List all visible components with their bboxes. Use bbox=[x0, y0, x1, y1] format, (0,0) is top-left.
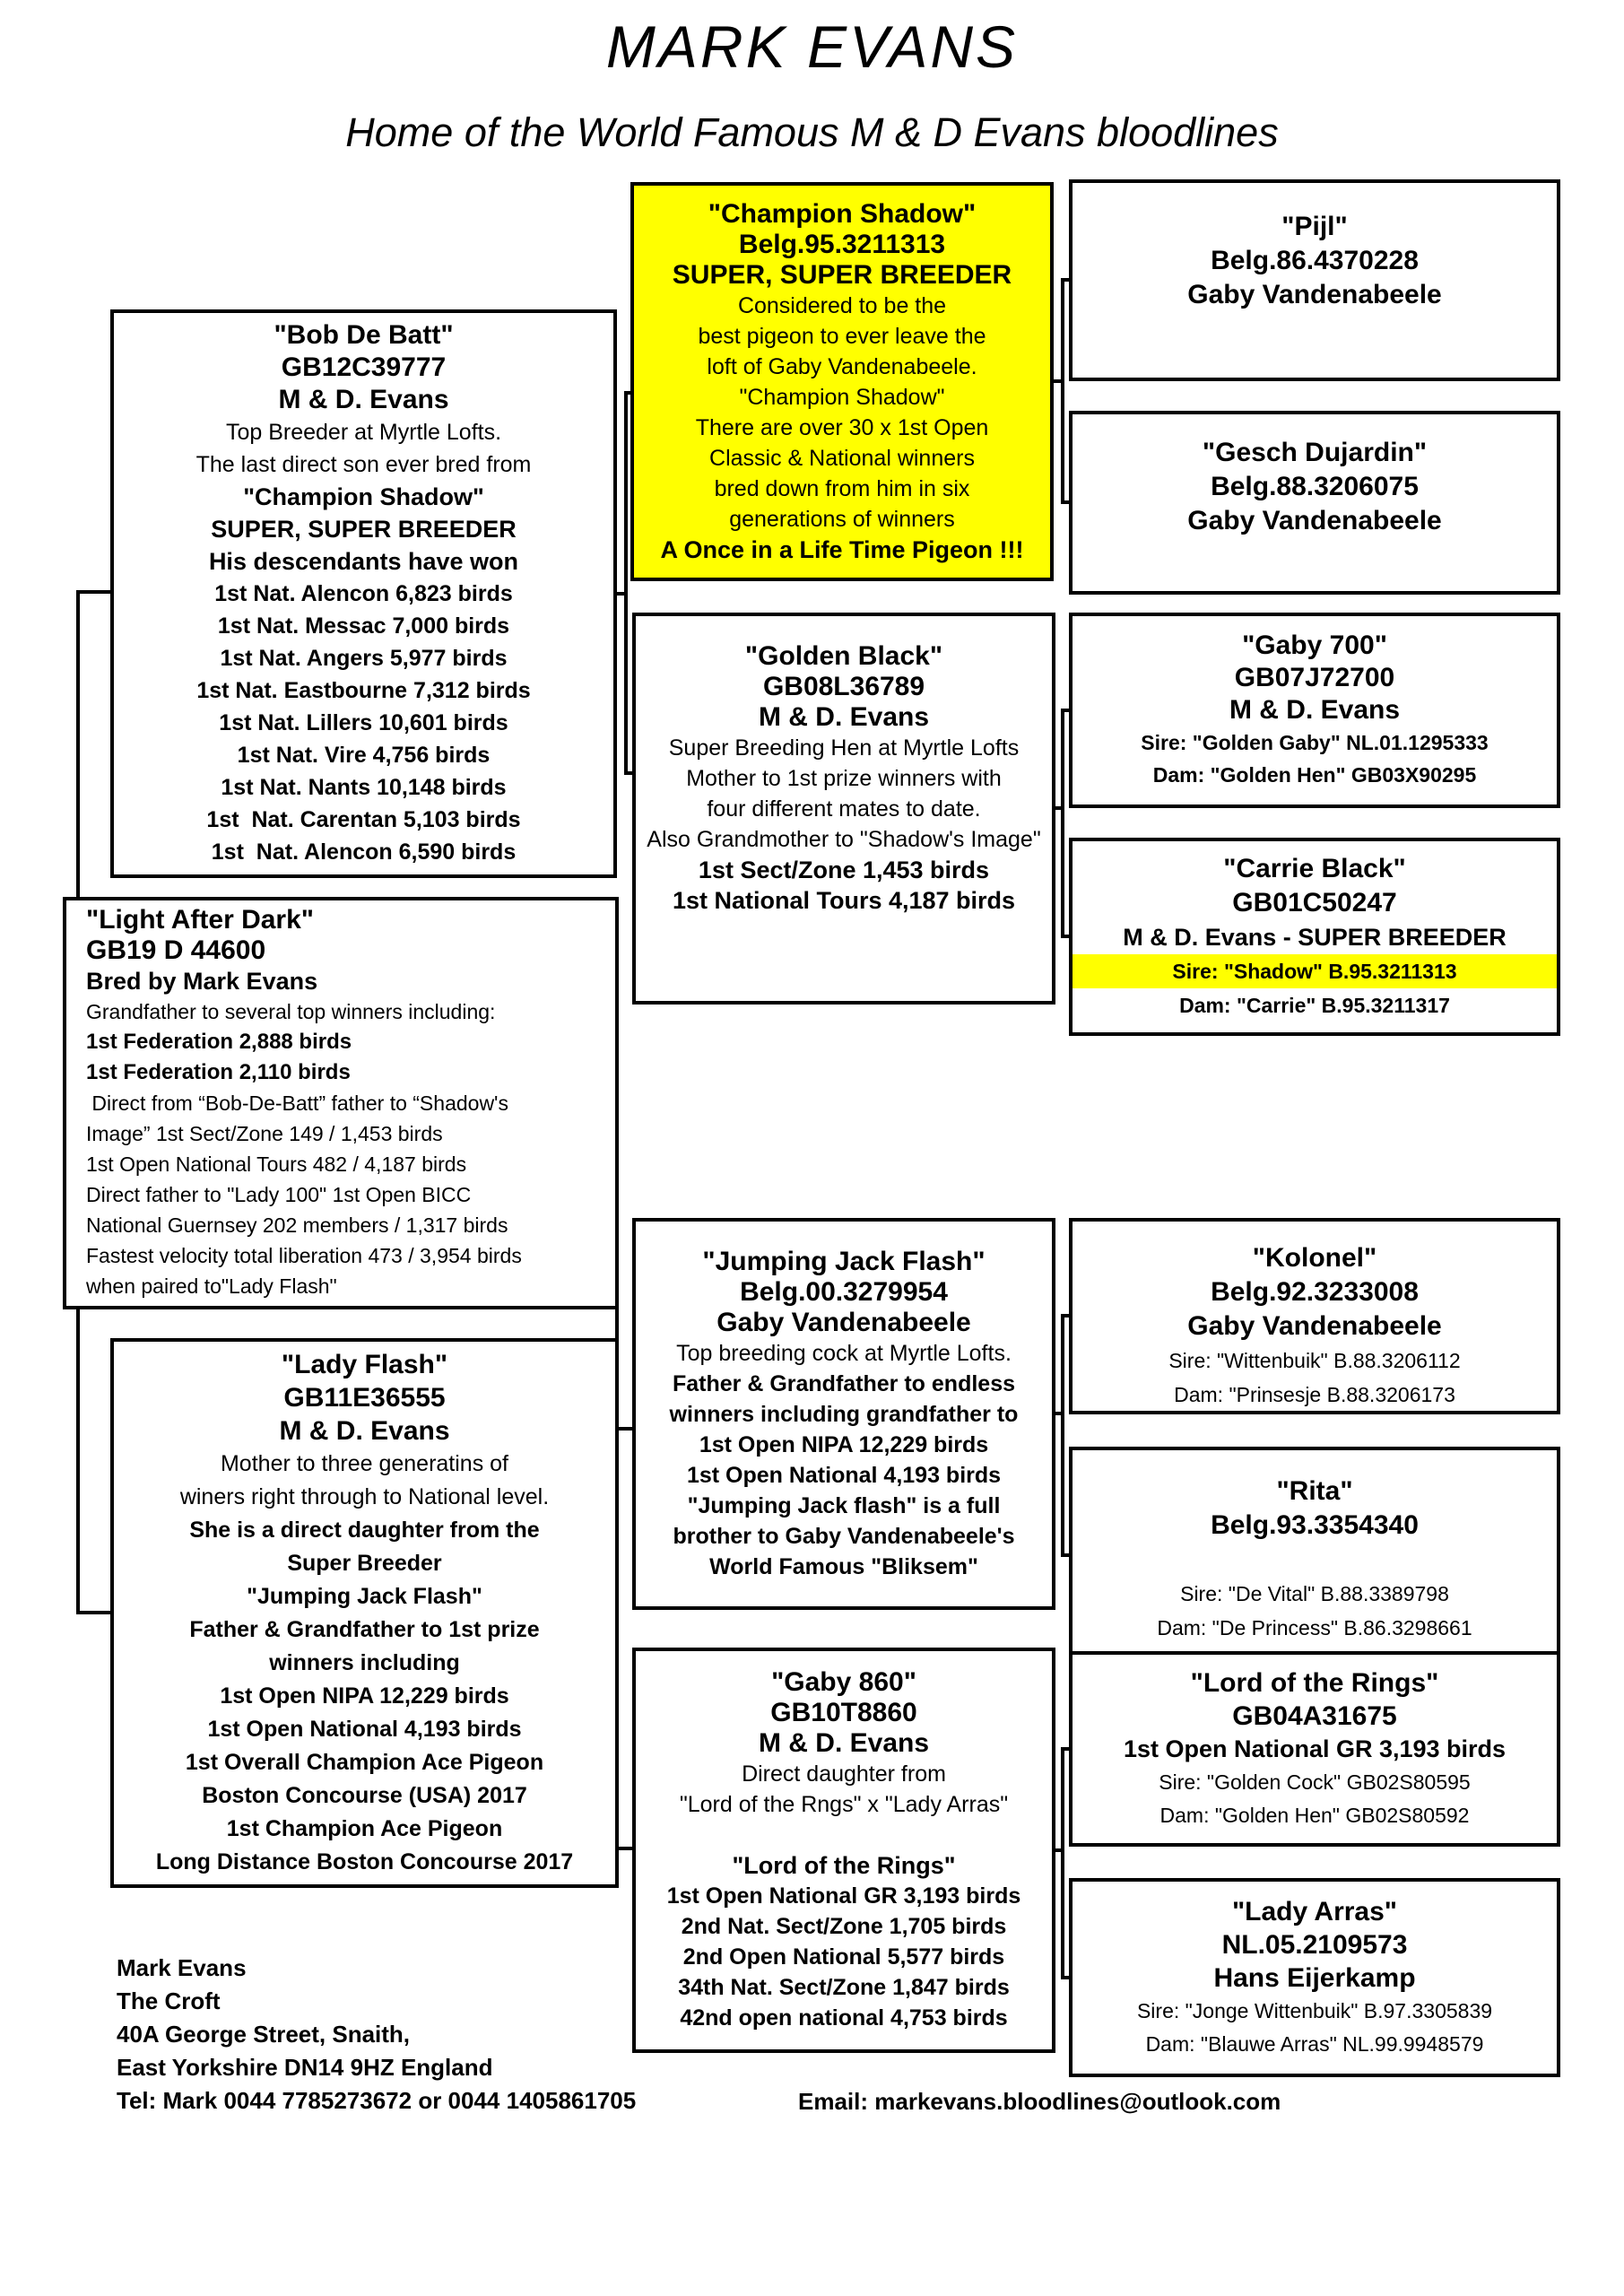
text-line: 1st Nat. Lillers 10,601 birds bbox=[219, 710, 508, 735]
connector-championshadow-vertical bbox=[1061, 278, 1064, 504]
text-line: Sire: "De Vital" B.88.3389798 bbox=[1180, 1582, 1449, 1605]
text-line: Direct daughter from bbox=[742, 1761, 946, 1787]
pedigree-box-gaby-700 bbox=[1069, 613, 1560, 808]
connector-jumpingjackflash-vertical bbox=[1061, 1314, 1064, 1557]
text-line: GB12C39777 bbox=[281, 352, 447, 382]
text-line: GB11E36555 bbox=[283, 1382, 446, 1413]
text-line: 1st Open National 4,193 birds bbox=[686, 1462, 1002, 1488]
text-line: GB04A31675 bbox=[1232, 1700, 1397, 1731]
text-line: "Golden Black" bbox=[744, 641, 943, 671]
text-line: winers right through to National level. bbox=[179, 1483, 550, 1509]
text-line: Image” 1st Sect/Zone 149 / 1,453 birds bbox=[86, 1122, 443, 1145]
page-subtitle: Home of the World Famous M & D Evans bloodlines bbox=[345, 109, 1279, 155]
pedigree-box-gaby-860 bbox=[632, 1648, 1055, 2053]
contact-address-1: The Croft bbox=[117, 1987, 221, 2014]
text-line: Gaby Vandenabeele bbox=[1187, 280, 1442, 309]
text-line: "Bob De Batt" bbox=[274, 320, 454, 350]
text-line: Sire: "Golden Cock" GB02S80595 bbox=[1159, 1770, 1471, 1794]
text-line: "Gaby 860" bbox=[771, 1667, 916, 1697]
text-line: 1st Nat. Nants 10,148 birds bbox=[221, 775, 507, 800]
text-line: Direct from “Bob-De-Batt” father to “Shadow's bbox=[86, 1091, 508, 1115]
text-line: Also Grandmother to "Shadow's Image" bbox=[647, 827, 1041, 852]
pedigree-box-lord-of-the-rings bbox=[1069, 1651, 1560, 1847]
pedigree-box-jumping-jack-flash bbox=[632, 1218, 1055, 1610]
text-line bbox=[636, 1820, 1052, 1850]
text-line: bred down from him in six bbox=[714, 475, 970, 501]
text-line: 1st Open National GR 3,193 birds bbox=[1123, 1735, 1507, 1762]
pedigree-box-champion-shadow bbox=[630, 182, 1054, 581]
text-line: Belg.92.3233008 bbox=[1211, 1277, 1419, 1307]
text-line: Dam: "Prinsesje B.88.3206173 bbox=[1174, 1383, 1455, 1406]
text-line: "Lord of the Rings" bbox=[732, 1852, 956, 1879]
text-line: There are over 30 x 1st Open bbox=[695, 414, 989, 440]
pedigree-box-rita bbox=[1069, 1447, 1560, 1665]
pedigree-box-bob-de-batt bbox=[110, 309, 617, 878]
text-line: 1st Nat. Angers 5,977 birds bbox=[220, 646, 508, 671]
text-line: "Rita" bbox=[1276, 1476, 1353, 1506]
text-line: four different mates to date. bbox=[707, 796, 981, 822]
text-line: She is a direct daughter from the bbox=[189, 1517, 540, 1543]
text-line: "Light After Dark" bbox=[86, 905, 315, 935]
text-line: 1st Overall Champion Ace Pigeon bbox=[185, 1749, 544, 1775]
text-line: 1st Nat. Vire 4,756 birds bbox=[237, 743, 491, 768]
text-line: 1st Champion Ace Pigeon bbox=[226, 1815, 503, 1841]
text-line: "Champion Shadow" bbox=[739, 384, 945, 410]
text-line: 2nd Nat. Sect/Zone 1,705 birds bbox=[681, 1914, 1007, 1939]
text-line bbox=[1073, 1543, 1557, 1577]
text-line: 1st National Tours 4,187 birds bbox=[672, 887, 1016, 914]
text-line: M & D. Evans bbox=[279, 1415, 450, 1446]
pedigree-box-lady-arras bbox=[1069, 1878, 1560, 2077]
text-line: SUPER, SUPER BREEDER bbox=[672, 259, 1012, 290]
pedigree-box-gesch-dujardin bbox=[1069, 411, 1560, 595]
text-line: The last direct son ever bred from bbox=[195, 452, 532, 477]
text-line: World Famous "Bliksem" bbox=[709, 1553, 978, 1579]
text-line: GB08L36789 bbox=[762, 672, 925, 701]
text-line: Bred by Mark Evans bbox=[86, 968, 318, 995]
text-line: A Once in a Life Time Pigeon !!! bbox=[660, 535, 1024, 563]
text-line: 1st Nat. Eastbourne 7,312 birds bbox=[196, 678, 531, 703]
text-line: "Jumping Jack flash" is a full bbox=[687, 1492, 1001, 1518]
text-line: GB19 D 44600 bbox=[86, 935, 266, 965]
pedigree-box-kolonel bbox=[1069, 1218, 1560, 1414]
text-line: Gaby Vandenabeele bbox=[716, 1307, 971, 1337]
highlighted-text-line: Sire: "Shadow" B.95.3211313 bbox=[1073, 954, 1557, 988]
text-line: M & D. Evans bbox=[758, 702, 930, 732]
text-line: 1st Federation 2,110 birds bbox=[86, 1060, 351, 1084]
text-line: Boston Concourse (USA) 2017 bbox=[202, 1782, 527, 1808]
text-line: Father & Grandfather to endless bbox=[672, 1370, 1016, 1396]
connector-goldenblack-vertical bbox=[1061, 709, 1064, 938]
text-line: 1st Federation 2,888 birds bbox=[86, 1030, 352, 1054]
text-line: Gaby Vandenabeele bbox=[1187, 506, 1442, 535]
text-line: Dam: "Blauwe Arras" NL.99.9948579 bbox=[1145, 2031, 1484, 2056]
text-line: Dam: "De Princess" B.86.3298661 bbox=[1157, 1616, 1472, 1639]
text-line: "Jumping Jack Flash" bbox=[247, 1583, 482, 1609]
text-line: National Guernsey 202 members / 1,317 birds bbox=[86, 1213, 508, 1237]
text-line: loft of Gaby Vandenabeele. bbox=[707, 353, 977, 379]
page-title: MARK EVANS bbox=[605, 13, 1019, 80]
text-line: winners including bbox=[269, 1649, 460, 1675]
pedigree-box-light-after-dark bbox=[63, 897, 619, 1309]
pedigree-box-carrie-black bbox=[1069, 838, 1560, 1036]
text-line: Father & Grandfather to 1st prize bbox=[189, 1616, 540, 1642]
text-line: Super Breeder bbox=[287, 1550, 442, 1576]
text-line: 1st Nat. Carentan 5,103 birds bbox=[206, 807, 521, 832]
text-line: Belg.88.3206075 bbox=[1211, 472, 1419, 501]
text-line: 1st Open NIPA 12,229 birds bbox=[220, 1683, 509, 1709]
connector-gaby860-vertical bbox=[1061, 1747, 1064, 1979]
text-line: "Lord of the Rngs" x "Lady Arras" bbox=[679, 1792, 1009, 1817]
text-line: "Carrie Black" bbox=[1223, 853, 1406, 883]
text-line: Classic & National winners bbox=[709, 445, 975, 471]
text-line: Dam: "Golden Hen" GB03X90295 bbox=[1152, 763, 1477, 787]
text-line: 1st Nat. Alencon 6,590 birds bbox=[211, 839, 517, 865]
text-line: "Lord of the Rings" bbox=[1190, 1667, 1439, 1698]
text-line: Fastest velocity total liberation 473 / 3,954 birds bbox=[86, 1244, 522, 1267]
text-line: Top Breeder at Myrtle Lofts. bbox=[225, 420, 502, 445]
text-line: "Kolonel" bbox=[1252, 1243, 1377, 1273]
text-line: Considered to be the bbox=[737, 292, 947, 318]
text-line: M & D. Evans bbox=[278, 385, 449, 414]
text-line: His descendants have won bbox=[208, 548, 519, 575]
text-line: "Jumping Jack Flash" bbox=[702, 1246, 986, 1276]
text-line: 1st Nat. Alencon 6,823 birds bbox=[214, 581, 513, 606]
contact-email: Email: markevans.bloodlines@outlook.com bbox=[798, 2088, 1281, 2115]
text-line: Dam: "Golden Hen" GB02S80592 bbox=[1159, 1803, 1470, 1827]
pedigree-box-golden-black bbox=[632, 613, 1055, 1004]
text-line: 1st Open NIPA 12,229 birds bbox=[699, 1431, 989, 1457]
contact-address-2: 40A George Street, Snaith, bbox=[117, 2021, 411, 2048]
text-line: 1st Open National GR 3,193 birds bbox=[666, 1883, 1021, 1909]
text-line: SUPER, SUPER BREEDER bbox=[211, 516, 517, 543]
text-line: best pigeon to ever leave the bbox=[698, 323, 986, 349]
text-line: Long Distance Boston Concourse 2017 bbox=[155, 1848, 574, 1874]
contact-block bbox=[117, 1952, 636, 2118]
text-line: GB10T8860 bbox=[770, 1698, 917, 1727]
text-line: Super Breeding Hen at Myrtle Lofts bbox=[668, 735, 1020, 761]
text-line: 1st Open National Tours 482 / 4,187 birds bbox=[86, 1152, 467, 1176]
connector-left-bracket-stub-bottom bbox=[76, 1611, 114, 1614]
text-line: Belg.86.4370228 bbox=[1211, 246, 1419, 275]
text-line: "Champion Shadow" bbox=[708, 198, 977, 229]
contact-phone: Tel: Mark 0044 7785273672 or 0044 1405861705 bbox=[117, 2087, 637, 2114]
text-line: GB01C50247 bbox=[1232, 887, 1397, 918]
connector-bobdebatt-vertical bbox=[624, 391, 628, 775]
text-line: Belg.93.3354340 bbox=[1211, 1510, 1419, 1540]
text-line: 1st Nat. Messac 7,000 birds bbox=[217, 613, 510, 639]
text-line: 34th Nat. Sect/Zone 1,847 birds bbox=[678, 1975, 1010, 2000]
text-line: Mother to three generatins of bbox=[220, 1450, 509, 1476]
text-line: "Lady Flash" bbox=[281, 1349, 448, 1379]
text-line: "Gaby 700" bbox=[1242, 631, 1387, 660]
text-line: when paired to"Lady Flash" bbox=[86, 1274, 337, 1298]
text-line: Dam: "Carrie" B.95.3211317 bbox=[1179, 993, 1450, 1017]
text-line: NL.05.2109573 bbox=[1221, 1929, 1408, 1960]
text-line: "Gesch Dujardin" bbox=[1202, 438, 1428, 467]
text-line: Belg.95.3211313 bbox=[738, 229, 946, 259]
text-line: Top breeding cock at Myrtle Lofts. bbox=[676, 1340, 1012, 1366]
text-line: M & D. Evans - SUPER BREEDER bbox=[1123, 923, 1507, 951]
pedigree-box-pijl bbox=[1069, 179, 1560, 381]
text-line: Sire: "Wittenbuik" B.88.3206112 bbox=[1168, 1349, 1461, 1372]
text-line: Sire: "Jonge Wittenbuik" B.97.3305839 bbox=[1136, 1998, 1493, 2022]
text-line: 1st Open National 4,193 birds bbox=[207, 1716, 522, 1742]
text-line: Gaby Vandenabeele bbox=[1187, 1311, 1442, 1341]
text-line: M & D. Evans bbox=[758, 1728, 930, 1758]
pedigree-box-lady-flash bbox=[110, 1338, 619, 1888]
text-line: 1st Sect/Zone 1,453 birds bbox=[698, 857, 990, 883]
text-line: Grandfather to several top winners including: bbox=[86, 1000, 496, 1023]
text-line: M & D. Evans bbox=[1229, 695, 1401, 725]
text-line: Hans Eijerkamp bbox=[1213, 1962, 1416, 1993]
contact-address-3: East Yorkshire DN14 9HZ England bbox=[117, 2054, 493, 2081]
connector-left-bracket-stub-top bbox=[76, 590, 114, 594]
text-line: "Lady Arras" bbox=[1231, 1896, 1398, 1926]
text-line: Direct father to "Lady 100" 1st Open BICC bbox=[86, 1183, 472, 1206]
text-line: 42nd open national 4,753 birds bbox=[680, 2005, 1008, 2031]
text-line: Belg.00.3279954 bbox=[740, 1276, 948, 1307]
text-line: GB07J72700 bbox=[1234, 663, 1395, 692]
text-line: 2nd Open National 5,577 birds bbox=[682, 1944, 1005, 1970]
text-line: Sire: "Golden Gaby" NL.01.1295333 bbox=[1141, 731, 1489, 754]
text-line: "Champion Shadow" bbox=[243, 483, 484, 510]
text-line: Mother to 1st prize winners with bbox=[686, 766, 1002, 791]
text-line: brother to Gaby Vandenabeele's bbox=[673, 1523, 1015, 1549]
text-line: winners including grandfather to bbox=[669, 1401, 1019, 1427]
contact-name: Mark Evans bbox=[117, 1954, 247, 1981]
text-line: generations of winners bbox=[729, 506, 955, 532]
text-line: "Pijl" bbox=[1281, 212, 1348, 241]
